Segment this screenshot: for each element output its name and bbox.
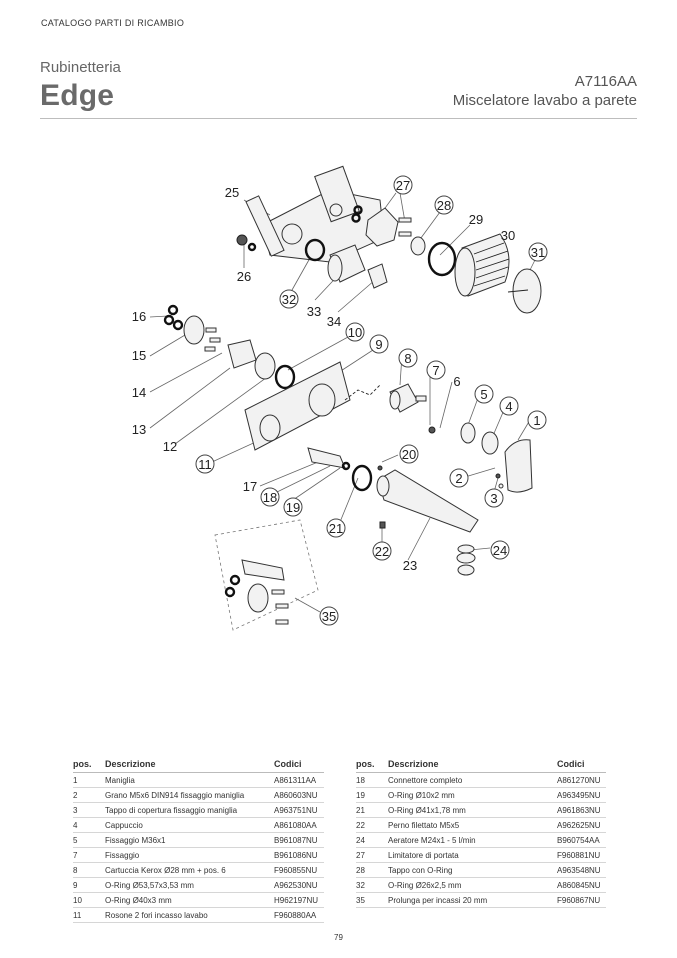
aerator-part <box>457 545 475 575</box>
svg-text:24: 24 <box>492 543 508 558</box>
cell-description: O-Ring Ø10x2 mm <box>388 788 557 803</box>
table-row <box>73 863 324 878</box>
fixing-ring-part <box>461 423 498 454</box>
column-header-code: Codici <box>557 757 606 773</box>
cell-pos: 27 <box>356 848 388 863</box>
callout-14 <box>132 385 146 400</box>
plug-part <box>411 237 455 275</box>
model-code: A7116AA <box>574 73 637 90</box>
cell-pos: 21 <box>356 803 388 818</box>
callout-15 <box>132 348 146 363</box>
cell-description: Fissaggio <box>105 848 274 863</box>
svg-text:32: 32 <box>281 292 297 307</box>
cell-description: O-Ring Ø41x1,78 mm <box>388 803 557 818</box>
callout-13 <box>132 422 146 437</box>
callout-4 <box>500 397 518 415</box>
callout-25 <box>225 185 239 200</box>
table-row <box>73 803 324 818</box>
cell-description: Prolunga per incassi 20 mm <box>388 893 557 908</box>
cell-code: H962197NU <box>274 893 324 908</box>
cell-description: Tappo con O-Ring <box>388 863 557 878</box>
column-header-description: Descrizione <box>105 757 274 773</box>
cell-description: Rosone 2 fori incasso lavabo <box>105 908 274 923</box>
cell-pos: 35 <box>356 893 388 908</box>
cell-description: Connettore completo <box>388 773 557 788</box>
cell-code: F960855NU <box>274 863 324 878</box>
cell-pos: 7 <box>73 848 105 863</box>
cell-description: Grano M5x6 DIN914 fissaggio maniglia <box>105 788 274 803</box>
callout-29 <box>469 212 483 227</box>
svg-text:11: 11 <box>198 457 212 472</box>
table-row <box>73 908 324 923</box>
table-row <box>356 773 606 788</box>
table-row <box>356 878 606 893</box>
table-row <box>356 893 606 908</box>
callout-26 <box>237 269 251 284</box>
svg-text:27: 27 <box>395 178 411 193</box>
svg-text:34: 34 <box>326 314 342 329</box>
callout-18 <box>261 488 279 506</box>
series-subtitle: Rubinetteria <box>40 59 121 76</box>
model-description: Miscelatore lavabo a parete <box>452 92 637 109</box>
catalog-heading: CATALOGO PARTI DI RICAMBIO <box>41 18 185 28</box>
cell-code: F960881NU <box>557 848 606 863</box>
column-header-pos: pos. <box>356 757 388 773</box>
parts-table-left <box>73 757 324 923</box>
table-row <box>73 788 324 803</box>
cartridge-part <box>390 384 435 433</box>
svg-text:21: 21 <box>328 521 344 536</box>
svg-text:10: 10 <box>347 325 363 340</box>
callout-7 <box>427 361 445 379</box>
cell-pos: 11 <box>73 908 105 923</box>
cell-code: A861270NU <box>557 773 606 788</box>
table-row <box>73 773 324 788</box>
svg-text:23: 23 <box>402 558 418 573</box>
rear-body-part <box>237 166 384 262</box>
callout-17 <box>243 479 257 494</box>
cell-pos: 10 <box>73 893 105 908</box>
cell-pos: 2 <box>73 788 105 803</box>
svg-text:16: 16 <box>131 309 147 324</box>
svg-text:8: 8 <box>404 351 412 366</box>
cell-pos: 5 <box>73 833 105 848</box>
svg-text:31: 31 <box>530 245 546 260</box>
column-header-description: Descrizione <box>388 757 557 773</box>
table-header-row <box>73 757 324 773</box>
svg-text:5: 5 <box>480 387 488 402</box>
cell-code: F960880AA <box>274 908 324 923</box>
cell-description: Maniglia <box>105 773 274 788</box>
cell-pos: 32 <box>356 878 388 893</box>
cell-pos: 19 <box>356 788 388 803</box>
callout-11 <box>196 455 214 473</box>
cell-code: A861311AA <box>274 773 324 788</box>
callout-16 <box>132 309 146 324</box>
callout-10 <box>346 323 364 341</box>
callout-19 <box>284 498 302 516</box>
cell-description: Cartuccia Kerox Ø28 mm + pos. 6 <box>105 863 274 878</box>
svg-text:30: 30 <box>500 228 516 243</box>
svg-text:7: 7 <box>432 363 440 378</box>
callout-27 <box>394 176 412 194</box>
cell-code: B961087NU <box>274 833 324 848</box>
svg-text:4: 4 <box>505 399 513 414</box>
svg-text:18: 18 <box>262 490 278 505</box>
table-row <box>73 818 324 833</box>
cell-description: O-Ring Ø53,57x3,53 mm <box>105 878 274 893</box>
cell-code: A962625NU <box>557 818 606 833</box>
svg-text:20: 20 <box>401 447 417 462</box>
upper-valve-part <box>165 306 294 388</box>
callout-9 <box>370 335 388 353</box>
cell-code: A963548NU <box>557 863 606 878</box>
cell-pos: 28 <box>356 863 388 878</box>
cell-pos: 3 <box>73 803 105 818</box>
column-header-pos: pos. <box>73 757 105 773</box>
svg-text:28: 28 <box>436 198 452 213</box>
cell-code: B960754AA <box>557 833 606 848</box>
cell-pos: 4 <box>73 818 105 833</box>
callout-22 <box>373 542 391 560</box>
cell-description: Limitatore di portata <box>388 848 557 863</box>
cell-code: A860603NU <box>274 788 324 803</box>
header-divider <box>40 118 637 119</box>
table-row <box>73 833 324 848</box>
svg-text:2: 2 <box>455 471 463 486</box>
cell-description: Perno filettato M5x5 <box>388 818 557 833</box>
callout-32 <box>280 290 298 308</box>
table-row <box>356 863 606 878</box>
callout-23 <box>403 558 417 573</box>
cell-description: Aeratore M24x1 - 5 l/min <box>388 833 557 848</box>
table-row <box>356 803 606 818</box>
table-row <box>356 833 606 848</box>
callout-20 <box>400 445 418 463</box>
svg-text:12: 12 <box>162 439 178 454</box>
callout-3 <box>485 489 503 507</box>
cell-code: A861080AA <box>274 818 324 833</box>
callout-24 <box>491 541 509 559</box>
callout-21 <box>327 519 345 537</box>
cell-code: A963751NU <box>274 803 324 818</box>
table-row <box>356 788 606 803</box>
parts-table-right <box>356 757 606 908</box>
cell-code: A963495NU <box>557 788 606 803</box>
table-row <box>73 848 324 863</box>
svg-text:25: 25 <box>224 185 240 200</box>
svg-text:29: 29 <box>468 212 484 227</box>
table-row <box>356 818 606 833</box>
svg-text:17: 17 <box>242 479 258 494</box>
callout-33 <box>307 304 321 319</box>
cell-description: Fissaggio M36x1 <box>105 833 274 848</box>
svg-text:1: 1 <box>533 413 541 428</box>
svg-text:19: 19 <box>285 500 301 515</box>
extension-kit-part <box>215 520 318 630</box>
table-row <box>73 893 324 908</box>
cell-pos: 18 <box>356 773 388 788</box>
page-number: 79 <box>334 933 343 942</box>
table-row <box>73 878 324 893</box>
callout-30 <box>501 228 515 243</box>
cover-plate-part <box>508 269 541 313</box>
callout-6 <box>453 374 460 389</box>
exploded-view-drawing <box>0 120 677 640</box>
cell-description: Tappo di copertura fissaggio maniglia <box>105 803 274 818</box>
svg-text:6: 6 <box>453 374 461 389</box>
svg-text:9: 9 <box>375 337 383 352</box>
cell-pos: 9 <box>73 878 105 893</box>
cell-code: F960867NU <box>557 893 606 908</box>
callout-2 <box>450 469 468 487</box>
cell-pos: 24 <box>356 833 388 848</box>
callout-12 <box>163 439 177 454</box>
table-header-row <box>356 757 606 773</box>
callout-28 <box>435 196 453 214</box>
cell-pos: 22 <box>356 818 388 833</box>
svg-text:33: 33 <box>306 304 322 319</box>
callout-8 <box>399 349 417 367</box>
callout-35 <box>320 607 338 625</box>
cell-description: Cappuccio <box>105 818 274 833</box>
cell-code: A860845NU <box>557 878 606 893</box>
cell-code: A961863NU <box>557 803 606 818</box>
callout-34 <box>327 314 341 329</box>
cell-description: O-Ring Ø26x2,5 mm <box>388 878 557 893</box>
svg-text:13: 13 <box>131 422 147 437</box>
callout-1 <box>528 411 546 429</box>
callout-5 <box>475 385 493 403</box>
svg-text:3: 3 <box>490 491 498 506</box>
sleeve-part <box>455 234 509 296</box>
series-title: Edge <box>40 79 115 112</box>
svg-text:15: 15 <box>131 348 147 363</box>
callout-31 <box>529 243 547 261</box>
handle-part <box>496 440 532 492</box>
svg-text:26: 26 <box>236 269 252 284</box>
cell-pos: 1 <box>73 773 105 788</box>
cell-pos: 8 <box>73 863 105 878</box>
cell-description: O-Ring Ø40x3 mm <box>105 893 274 908</box>
cell-code: B961086NU <box>274 848 324 863</box>
svg-text:14: 14 <box>131 385 147 400</box>
svg-text:35: 35 <box>321 609 337 624</box>
cell-code: A962530NU <box>274 878 324 893</box>
svg-text:22: 22 <box>374 544 390 559</box>
table-row <box>356 848 606 863</box>
column-header-code: Codici <box>274 757 324 773</box>
